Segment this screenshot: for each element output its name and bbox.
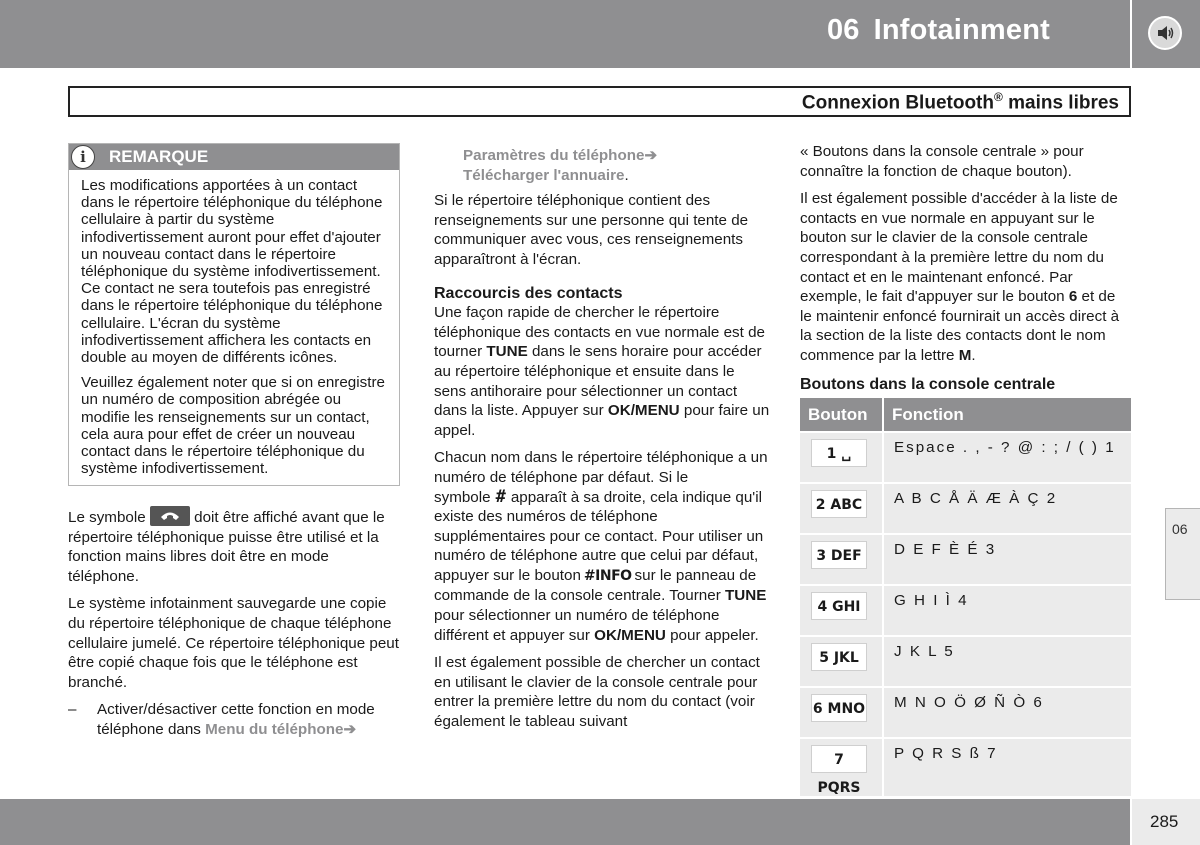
chapter-title xyxy=(827,14,1050,47)
paragraph: Si le répertoire téléphonique contient des renseignements sur une personne qui tente de communiquer avec vous, ces renseignements apparaîtront à l'écran. xyxy=(434,192,749,268)
chapter-number: 06 xyxy=(826,14,860,46)
page-number: 285 xyxy=(1150,812,1179,831)
note-paragraph: Les modifications apportées à un contact dans le répertoire téléphonique du téléphone cellulaire à partir du système infodivertissement auront pour effet d'ajouter un nouveau contact dans le répertoire téléphonique du système infodivertissement. Ce contact ne sera toutefois pas enregistré dans le répertoire téléphonique du téléphone cellulaire. L'écran du système infodivertissement affichera les contacts en double au moyen de différents icônes. xyxy=(81,177,383,367)
paragraph: Le symbole doit être affiché avant que le répertoire téléphonique puisse être utilisé et la fonction mains libres doit être en mode téléphone. xyxy=(68,506,404,586)
table-header-row xyxy=(800,398,1131,432)
key-2-icon: 2 ABC xyxy=(811,490,867,518)
table-cell: A B C Å Ä Æ À Ç 2 xyxy=(883,483,1131,534)
note-paragraph: Veuillez également noter que si on enregistre un numéro de composition abrégée ou modifie les renseignements sur un contact, cela aura pour effet de créer un nouveau contact dans le répertoire téléphonique du système infodivertissement. xyxy=(81,374,385,478)
info-icon: i xyxy=(71,145,95,169)
table-row xyxy=(800,432,1131,483)
column-3 xyxy=(800,142,1130,374)
column-2 xyxy=(434,146,770,740)
key-4-icon: 4 GHI xyxy=(811,592,867,620)
table-cell: G H I Ì 4 xyxy=(883,585,1131,636)
note-body xyxy=(81,177,389,485)
table-cell: Espace . , - ? @ : ; / ( ) 1 xyxy=(883,432,1131,483)
footer-bar xyxy=(0,799,1130,845)
table-cell: M N O Ö Ø Ñ Ò 6 xyxy=(883,687,1131,738)
subheading: Raccourcis des contacts xyxy=(434,284,623,302)
note-title: REMARQUE xyxy=(109,147,209,166)
table-row xyxy=(800,636,1131,687)
table-cell: P Q R S ß 7 xyxy=(883,738,1131,796)
key-6-icon: 6 MNO xyxy=(811,694,867,722)
chapter-header-bar xyxy=(0,0,1130,68)
list-item: – Activer/désactiver cette fonction en mode téléphone dans Menu du téléphone➔ xyxy=(68,701,375,738)
paragraph: Il est également possible d'accéder à la liste de contacts en vue normale en appuyant sur le bouton sur le clavier de la console centrale correspondant à la première lettre du nom du contact et en le maintenant enfoncé. Par exemple, le fait d'appuyer sur le bouton 6 et de le maintenir enfoncé fournirait un accès direct à la section de la liste des contacts dont le nom commence par la lettre M. xyxy=(800,190,1120,364)
section-title: Connexion Bluetooth® mains libres xyxy=(801,90,1119,114)
paragraph: Le système infotainment sauvegarde une copie du répertoire téléphonique de chaque téléphone cellulaire jumelé. Ce répertoire téléphonique peut être copié chaque fois que le téléphone est branché. xyxy=(68,595,399,691)
chapter-icon-box xyxy=(1132,0,1200,68)
menu-path: Menu du téléphone➔ xyxy=(205,720,357,738)
key-5-icon: 5 JKL xyxy=(811,643,867,671)
side-tab-label: 06 xyxy=(1172,521,1188,537)
table-row xyxy=(800,534,1131,585)
column-header: Fonction xyxy=(883,398,1131,432)
chapter-side-tab xyxy=(1165,508,1200,600)
menu-path: Paramètres du téléphone➔ Télécharger l'annuaire. xyxy=(463,147,658,184)
table-row xyxy=(800,738,1131,796)
info-button-icon: #INFO xyxy=(583,567,632,584)
section-title-box xyxy=(68,86,1131,117)
table-row xyxy=(800,687,1131,738)
paragraph: Il est également possible de chercher un contact en utilisant le clavier de la console centrale pour entrer la première lettre du nom du contact (voir également le tableau suivant xyxy=(434,654,760,731)
paragraph: Chacun nom dans le répertoire téléphonique a un numéro de téléphone par défaut. Si le symbole # apparaît à sa droite, cela indique qu'il existe des numéros de téléphone supplémentaires pour ce contact. Pour utiliser un numéro de téléphone autre que celui par défaut, appuyer sur le bouton #INFO sur le panneau de commande de la console centrale. Tourner TUNE pour sélectionner un numéro de téléphone différent et appuyer sur OK/MENU pour appeler. xyxy=(434,449,768,644)
phone-symbol-icon xyxy=(150,506,190,526)
speaker-icon xyxy=(1148,16,1182,50)
hash-symbol-icon: # xyxy=(495,486,506,507)
paragraph: « Boutons dans la console centrale » pour connaître la fonction de chaque bouton). xyxy=(800,143,1084,180)
key-1-icon: 1 ␣ xyxy=(811,439,867,467)
buttons-table xyxy=(800,398,1131,796)
column-header: Bouton xyxy=(800,398,883,432)
table-row xyxy=(800,585,1131,636)
page-number-box xyxy=(1132,799,1200,845)
table-cell: J K L 5 xyxy=(883,636,1131,687)
note-box xyxy=(68,143,400,486)
table-row xyxy=(800,483,1131,534)
table-cell: D E F È É 3 xyxy=(883,534,1131,585)
chapter-name: Infotainment xyxy=(873,14,1050,46)
key-7-icon: 7 PQRS xyxy=(811,745,867,773)
note-header xyxy=(69,144,399,170)
paragraph: Une façon rapide de chercher le répertoire téléphonique des contacts en vue normale est de tourner TUNE dans le sens horaire pour accéder au répertoire téléphonique et ensuite dans le sens antihoraire pour sélectionner un contact dans la liste. Appuyer sur OK/MENU pour faire un appel. xyxy=(434,304,770,439)
column-1 xyxy=(68,506,404,748)
key-3-icon: 3 DEF xyxy=(811,541,867,569)
table-title: Boutons dans la console centrale xyxy=(800,376,1056,393)
